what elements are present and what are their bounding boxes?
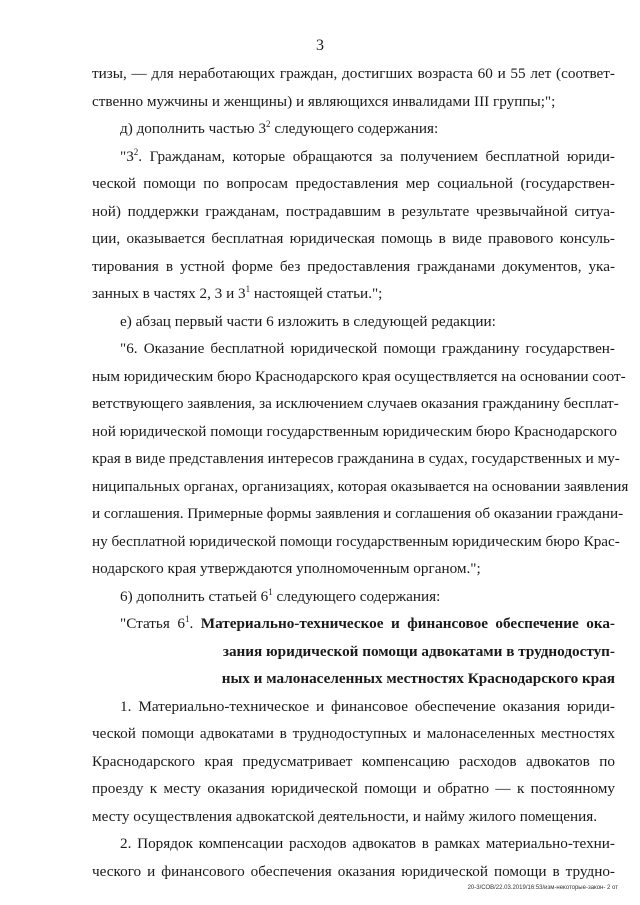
text-line: края в виде представления интересов гражданина в судах, государственных и му- <box>92 450 620 467</box>
text-line: месту осуществления адвокатской деятельности, и найму жилого помещения. <box>92 807 597 825</box>
text-line: ческого и финансового обеспечения оказания юридической помощи в трудно- <box>92 862 615 880</box>
article-heading-line: ных и малонаселенных местностях Краснодарского края <box>221 670 615 687</box>
text-line: проезду к месту оказания юридической помощи и обратно — к постоянному <box>92 780 615 797</box>
text-line: ции, оказывается бесплатная юридическая помощь в виде правового консуль- <box>92 230 615 247</box>
text-span: следующего содержания: <box>272 587 441 605</box>
article-heading-line <box>92 610 615 638</box>
document-body <box>92 60 629 885</box>
text-line: ветствующего заявления, за исключением случаев оказания гражданину бесплат- <box>92 395 619 412</box>
text-line: ной юридической помощи государственным юридическим бюро Краснодарского <box>92 422 617 440</box>
page-number: 3 <box>316 37 324 54</box>
superscript: 1 <box>268 586 273 597</box>
text-line <box>92 143 615 171</box>
text-line: ческой помощи адвокатами в труднодоступных и малонаселенных местностях <box>92 725 615 742</box>
article-heading-line: зания юридической помощи адвокатами в труднодоступ- <box>222 642 615 660</box>
text-line: ческой помощи по вопросам предоставления мер социальной (государствен- <box>92 175 615 192</box>
text-line: ной) поддержки гражданам, пострадавшим в результате чрезвычайной ситуа- <box>92 202 615 220</box>
text-line <box>92 115 615 143</box>
text-line: тирования в устной форме без предоставления гражданами документов, ука- <box>92 257 615 275</box>
text-span: следующего содержания: <box>270 120 439 137</box>
text-line: 2. Порядок компенсации расходов адвокатов в рамках материально-техни- <box>120 835 615 852</box>
text-span: "3 <box>120 147 134 165</box>
superscript: 2 <box>133 146 139 157</box>
text-line: "6. Оказание бесплатной юридической помощи гражданину государствен- <box>120 340 615 357</box>
text-span: д) дополнить частью 3 <box>120 120 267 137</box>
text-line: ственно мужчины и женщины) и являющихся инвалидами III группы;"; <box>92 92 556 110</box>
text-span: занных в частях 2, 3 и 3 <box>92 285 246 302</box>
text-line: ну бесплатной юридической помощи государственным юридическим бюро Крас- <box>92 532 620 550</box>
article-title: Материально-техническое и финансовое обеспечение ока- <box>200 615 615 632</box>
superscript: 1 <box>184 614 190 624</box>
text-span: "Статья 6 <box>120 615 185 632</box>
text-span: . <box>189 615 201 632</box>
text-line: Краснодарского края предусматривает компенсацию расходов адвокатов по <box>92 752 615 770</box>
document-footer: 20-3/СОВ/22.03.2019/16:53/изм-некоторые-закон- 2 от <box>467 885 618 891</box>
text-line: ным юридическим бюро Краснодарского края осуществляется на основании соот- <box>92 367 626 385</box>
superscript: 2 <box>266 119 271 129</box>
text-line: е) абзац первый части 6 изложить в следующей редакции: <box>120 312 496 330</box>
superscript: 1 <box>245 284 251 294</box>
text-line: тизы, — для неработающих граждан, достигших возраста 60 и 55 лет (соответ- <box>92 65 615 82</box>
text-line <box>92 583 615 611</box>
text-line: ниципальных органах, организациях, которая оказывается на основании заявления <box>92 477 629 495</box>
text-line: 1. Материально-техническое и финансовое обеспечение оказания юриди- <box>120 697 615 715</box>
text-line: нодарского края утверждаются уполномоченным органом."; <box>92 560 481 577</box>
text-span: . Гражданам, которые обращаются за получением бесплатной юриди- <box>138 147 615 165</box>
text-span: 6) дополнить статьей 6 <box>120 587 269 605</box>
text-line: и соглашения. Примерные формы заявления и соглашения об оказании граждани- <box>92 505 624 522</box>
text-line <box>92 280 615 308</box>
text-span: настоящей статьи."; <box>250 285 383 302</box>
